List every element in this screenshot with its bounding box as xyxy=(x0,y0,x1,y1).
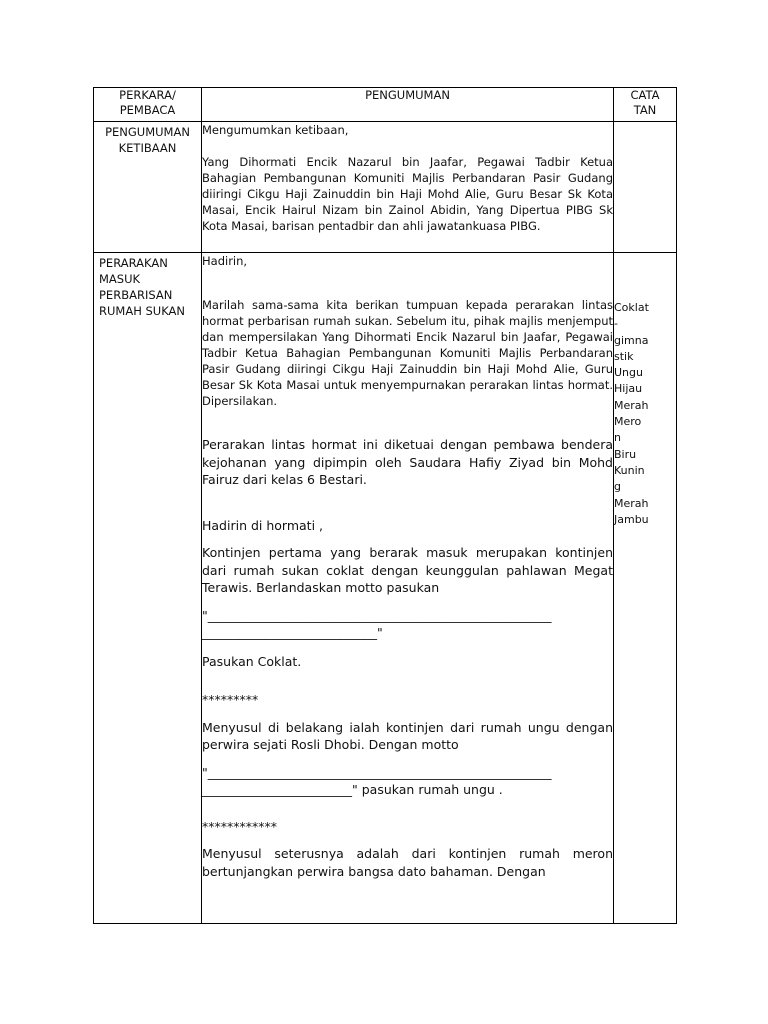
blank-line: ________________________" pasukan rumah ungu . xyxy=(202,782,503,797)
row-note-perarakan xyxy=(614,253,677,924)
announcement-table xyxy=(93,87,677,924)
house-color-item: Merah xyxy=(614,496,649,510)
separator-stars: ********* xyxy=(202,692,259,707)
house-color-item: g xyxy=(614,480,621,494)
header-pengumuman xyxy=(202,88,614,122)
header-pengumuman-text: PENGUMUMAN xyxy=(365,88,450,102)
house-color-item: Biru xyxy=(614,447,637,461)
paragraph: Kontinjen pertama yang berarak masuk merupakan kontinjen dari rumah sukan coklat dengan keunggulan pahlawan Megat Terawis. Berlandaskan motto pasukan xyxy=(202,545,613,595)
row-label-text: PENGUMUMAN KETIBAAN xyxy=(105,125,190,155)
house-color-item: stik xyxy=(614,349,634,363)
paragraph: Yang Dihormati Encik Nazarul bin Jaafar, Pegawai Tadbir Ketua Bahagian Pembangunan Komuniti Majlis Perbandaran Pasir Gudang diiringi Cikgu Haji Zainuddin bin Haji Mohd Alie, Guru Besar Sk Kota Masai, Encik Hairul Nizam bin Zainol Abidin, Yang Dipertua PIBG Sk Kota Masai, barisan pentadbir dan ahli jawatankuasa PIBG. xyxy=(202,155,613,233)
row-content-perarakan xyxy=(202,253,614,924)
paragraph: Hadirin, xyxy=(202,254,248,268)
blank-line: "_______________________________________________________ xyxy=(202,607,552,623)
table-row xyxy=(94,122,677,253)
row-note-ketibaan xyxy=(614,122,677,253)
header-perkara-text: PERKARA/ PEMBACA xyxy=(119,88,176,117)
paragraph: Menyusul seterusnya adalah dari kontinjen rumah meron bertunjangkan perwira bangsa dato bahaman. Dengan xyxy=(202,846,613,879)
motto-blank-coklat xyxy=(202,607,613,642)
paragraph: Menyusul di belakang ialah kontinjen dari rumah ungu dengan perwira sejati Rosli Dhobi. Dengan motto xyxy=(202,719,613,752)
paragraph: Mengumumkan ketibaan, xyxy=(202,123,349,137)
house-color-item: Hijau xyxy=(614,382,643,396)
house-color-item: Kunin xyxy=(614,463,645,477)
row-content-ketibaan xyxy=(202,122,614,253)
house-color-item: Mero xyxy=(614,415,642,429)
house-color-item: Merah xyxy=(614,398,649,412)
row-label-text: PERARAKAN MASUK PERBARISAN RUMAH SUKAN xyxy=(99,256,186,318)
header-catatan xyxy=(614,88,677,122)
header-perkara xyxy=(94,88,202,122)
table-row xyxy=(94,253,677,924)
paragraph: Pasukan Coklat. xyxy=(202,653,302,669)
blank-line: "_______________________________________________________ xyxy=(202,764,552,780)
header-catatan-text: CATA TAN xyxy=(630,88,660,117)
house-color-item: Ungu xyxy=(614,366,643,380)
house-color-list xyxy=(614,300,676,528)
house-color-item: Jambu xyxy=(614,512,649,526)
separator-stars: ************ xyxy=(202,818,277,834)
paragraph: Marilah sama-sama kita berikan tumpuan kepada perarakan lintas hormat perbarisan rumah sukan. Sebelum itu, pihak majlis menjemput dan mempersilakan Yang Dihormati Encik Nazarul bin Jaafar, Pegawai Tadbir Ketua Bahagian Pembangunan Komuniti Majlis Perbandaran Pasir Gudang diiringi Cikgu Haji Zainuddin bin Haji Mohd Alie, Guru Besar Sk Kota Masai untuk menyempurnakan perarakan lintas hormat. Dipersilakan. xyxy=(202,298,613,408)
house-color-item: - xyxy=(614,317,618,331)
row-label-perarakan xyxy=(94,253,202,924)
house-color-item: n xyxy=(614,431,621,445)
blank-line: ____________________________" xyxy=(202,625,383,640)
motto-blank-ungu xyxy=(202,764,613,799)
table-header-row xyxy=(94,88,677,122)
house-color-item: Coklat xyxy=(614,301,649,314)
row-label-ketibaan xyxy=(94,122,202,253)
paragraph: Hadirin di hormati , xyxy=(202,517,324,533)
paragraph: Perarakan lintas hormat ini diketuai dengan pembawa bendera kejohanan yang dipimpin oleh Saudara Hafiy Ziyad bin Mohd Fairuz dari kelas 6 Bestari. xyxy=(202,437,613,487)
house-color-item: gimna xyxy=(614,333,649,347)
